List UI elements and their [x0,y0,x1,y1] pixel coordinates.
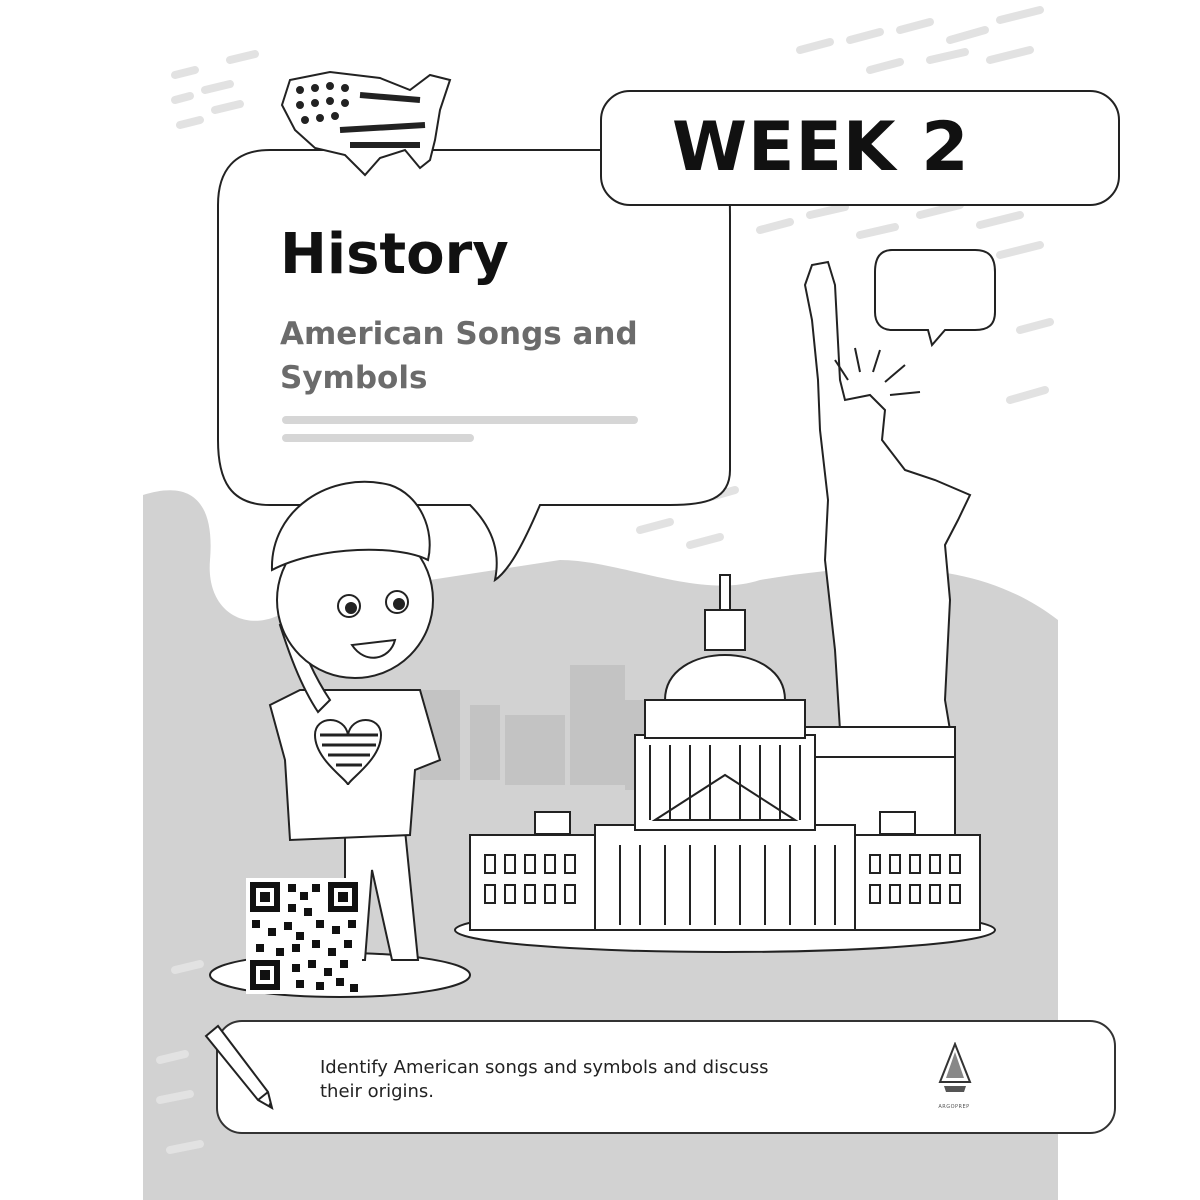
week-label: WEEK 2 [672,108,970,187]
pencil-icon [198,1022,280,1112]
objective-text: Identify American songs and symbols and discuss their origins. [320,1057,769,1102]
brand-logo-icon [938,1042,972,1100]
brand-name: ARGOPREP [938,1104,970,1110]
statue-of-liberty [805,262,970,837]
decorative-bar-long [282,416,638,424]
speech-bubble-icon [875,250,995,345]
qr-code [246,878,362,994]
subject-title: History [280,222,509,287]
topic-subtitle: American Songs and Symbols [280,316,638,396]
decorative-bar-short [282,434,474,442]
